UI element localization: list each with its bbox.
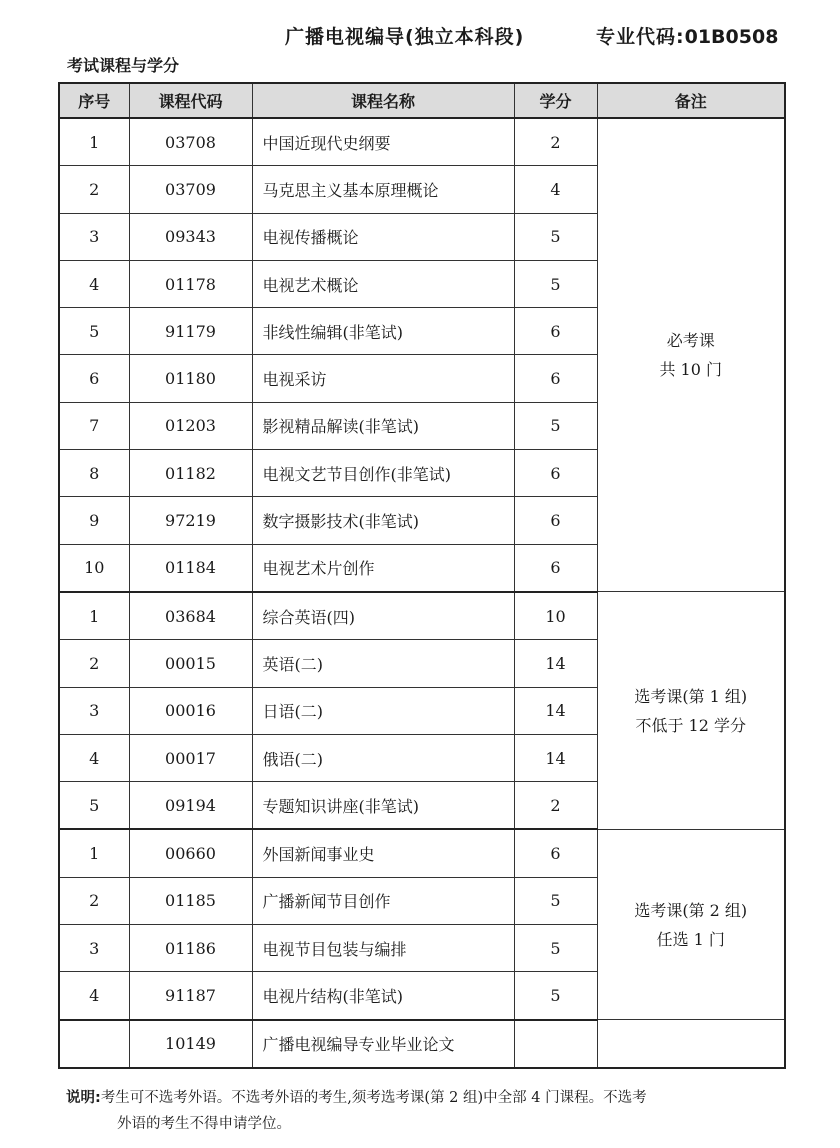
cell-no: 10 [59, 544, 129, 592]
cell-name: 俄语(二) [252, 734, 514, 781]
cell-name: 电视艺术片创作 [252, 544, 514, 592]
table-row [59, 829, 785, 877]
cell-credit: 6 [514, 308, 597, 355]
page-title: 广播电视编导(独立本科段) [285, 26, 525, 48]
cell-code: 00016 [129, 687, 252, 734]
cell-code: 91179 [129, 308, 252, 355]
cell-name: 马克思主义基本原理概论 [252, 166, 514, 213]
column-header-name: 课程名称 [252, 83, 514, 118]
footnote-line-1: 考生可不选考外语。不选考外语的考生,须考选考课(第 2 组)中全部 4 门课程。不选考 [100, 1090, 647, 1106]
cell-code: 09194 [129, 782, 252, 830]
cell-credit: 5 [514, 925, 597, 972]
cell-credit: 5 [514, 213, 597, 260]
cell-credit: 14 [514, 687, 597, 734]
column-header-no: 序号 [59, 83, 129, 118]
major-code-value: 01B0508 [684, 26, 779, 48]
cell-code: 01203 [129, 402, 252, 449]
cell-code: 00015 [129, 640, 252, 687]
cell-credit: 2 [514, 782, 597, 830]
cell-note [597, 1020, 785, 1068]
cell-code: 01180 [129, 355, 252, 402]
cell-name: 数字摄影技术(非笔试) [252, 497, 514, 544]
cell-no: 1 [59, 592, 129, 640]
footnote [66, 1085, 786, 1137]
cell-credit: 4 [514, 166, 597, 213]
cell-credit [514, 1020, 597, 1068]
note-line: 必考课 [666, 331, 715, 351]
cell-code: 01186 [129, 925, 252, 972]
cell-code: 91187 [129, 972, 252, 1020]
cell-note [597, 118, 785, 592]
cell-name: 电视片结构(非笔试) [252, 972, 514, 1020]
cell-no: 2 [59, 640, 129, 687]
cell-no: 5 [59, 782, 129, 830]
cell-code: 10149 [129, 1020, 252, 1068]
cell-code: 00017 [129, 734, 252, 781]
column-header-credit: 学分 [514, 83, 597, 118]
table-row [59, 592, 785, 640]
cell-no: 4 [59, 260, 129, 307]
cell-credit: 5 [514, 972, 597, 1020]
footnote-line-2: 外语的考生不得申请学位。 [117, 1116, 291, 1132]
cell-credit: 14 [514, 640, 597, 687]
cell-no: 8 [59, 450, 129, 497]
cell-name: 广播电视编导专业毕业论文 [252, 1020, 514, 1068]
cell-credit: 5 [514, 877, 597, 924]
note-line: 共 10 门 [659, 360, 723, 380]
column-header-code: 课程代码 [129, 83, 252, 118]
cell-no: 2 [59, 877, 129, 924]
cell-no: 3 [59, 925, 129, 972]
cell-name: 电视采访 [252, 355, 514, 402]
cell-code: 03708 [129, 118, 252, 166]
cell-no: 4 [59, 972, 129, 1020]
cell-credit: 6 [514, 544, 597, 592]
note-line: 选考课(第 2 组) [634, 900, 748, 920]
course-table-body [59, 118, 785, 1068]
cell-note [597, 592, 785, 829]
cell-code: 00660 [129, 829, 252, 877]
cell-no: 7 [59, 402, 129, 449]
cell-no [59, 1020, 129, 1068]
cell-no: 1 [59, 118, 129, 166]
section-subtitle: 考试课程与学分 [67, 56, 180, 75]
cell-credit: 2 [514, 118, 597, 166]
footnote-label: 说明: [66, 1090, 101, 1106]
cell-no: 2 [59, 166, 129, 213]
cell-name: 电视艺术概论 [252, 260, 514, 307]
cell-code: 01182 [129, 450, 252, 497]
cell-credit: 6 [514, 450, 597, 497]
cell-code: 01185 [129, 877, 252, 924]
cell-code: 09343 [129, 213, 252, 260]
cell-name: 外国新闻事业史 [252, 829, 514, 877]
cell-credit: 5 [514, 402, 597, 449]
cell-name: 影视精品解读(非笔试) [252, 402, 514, 449]
cell-credit: 6 [514, 497, 597, 544]
note-line: 选考课(第 1 组) [634, 686, 748, 706]
course-table [58, 82, 786, 1069]
note-line: 任选 1 门 [656, 929, 725, 949]
cell-no: 6 [59, 355, 129, 402]
cell-no: 1 [59, 829, 129, 877]
cell-note [597, 829, 785, 1019]
major-code [596, 22, 778, 49]
cell-credit: 5 [514, 260, 597, 307]
note-line: 不低于 12 学分 [635, 715, 747, 735]
cell-code: 01184 [129, 544, 252, 592]
cell-credit: 6 [514, 355, 597, 402]
cell-name: 日语(二) [252, 687, 514, 734]
cell-code: 01178 [129, 260, 252, 307]
table-row [59, 1020, 785, 1068]
cell-no: 3 [59, 213, 129, 260]
cell-name: 非线性编辑(非笔试) [252, 308, 514, 355]
table-row [59, 118, 785, 166]
cell-credit: 14 [514, 734, 597, 781]
cell-name: 电视传播概论 [252, 213, 514, 260]
cell-credit: 10 [514, 592, 597, 640]
cell-code: 03684 [129, 592, 252, 640]
cell-no: 4 [59, 734, 129, 781]
cell-name: 广播新闻节目创作 [252, 877, 514, 924]
cell-no: 5 [59, 308, 129, 355]
cell-credit: 6 [514, 829, 597, 877]
cell-name: 电视节目包装与编排 [252, 925, 514, 972]
cell-no: 9 [59, 497, 129, 544]
table-header-row [59, 83, 785, 118]
cell-name: 中国近现代史纲要 [252, 118, 514, 166]
cell-no: 3 [59, 687, 129, 734]
cell-name: 英语(二) [252, 640, 514, 687]
major-code-label: 专业代码: [596, 26, 685, 48]
cell-code: 97219 [129, 497, 252, 544]
column-header-note: 备注 [597, 83, 785, 118]
cell-name: 综合英语(四) [252, 592, 514, 640]
cell-name: 专题知识讲座(非笔试) [252, 782, 514, 830]
cell-name: 电视文艺节目创作(非笔试) [252, 450, 514, 497]
cell-code: 03709 [129, 166, 252, 213]
